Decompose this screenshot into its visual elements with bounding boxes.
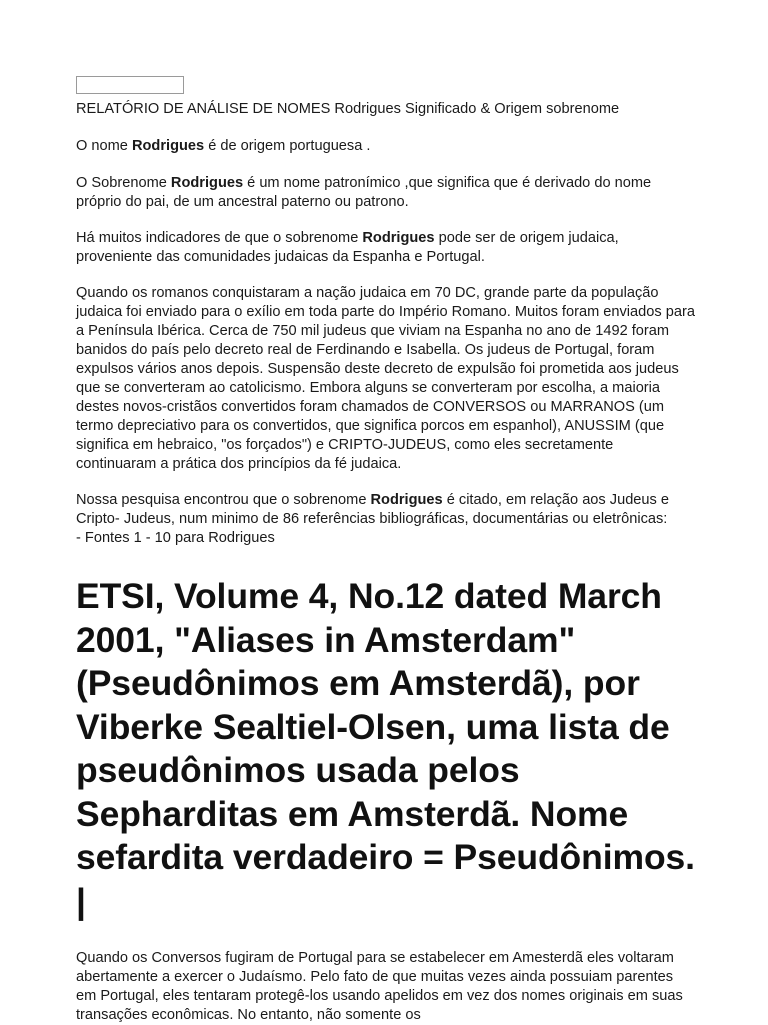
patronymic-prefix: O Sobrenome — [76, 175, 171, 191]
indicators-paragraph — [76, 229, 696, 267]
history-paragraph: Quando os romanos conquistaram a nação judaica em 70 DC, grande parte da população judaica foi enviado para o exílio em toda parte do Império Romano. Muitos foram enviados para a Península Ibérica. Cerca de 750 mil judeus que viviam na Espanha no ano de 1492 foram banidos do país pelo decreto real de Ferdinando e Isabella. Os judeus de Portugal, foram expulsos vários anos depois. Suspensão deste decreto de expulsão foi prometida aos judeus que se converteram ao catolicismo. Embora alguns se converteram por escolha, a maioria destes novos-cristãos convertidos foram chamados de CONVERSOS ou MARRANOS (um termo depreciativo para os convertidos, que significa porcos em espanhol), ANUSSIM (que significa em hebraico, "os forçados") e CRIPTO-JUDEUS, como eles secretamente continuaram a prática dos princípios da fé judaica. — [76, 285, 695, 472]
origin-prefix: O nome — [76, 138, 132, 154]
research-paragraph — [76, 491, 696, 548]
report-title: RELATÓRIO DE ANÁLISE DE NOMES Rodrigues Significado & Origem sobrenome — [76, 101, 620, 117]
indicators-suffix: pode ser de origem judaica, proveniente das comunidades judaicas da Espanha e Portugal. — [76, 230, 619, 265]
origin-suffix: é de origem portuguesa . — [204, 138, 371, 154]
body-paragraph: Quando os Conversos fugiram de Portugal para se estabelecer em Amesterdã eles voltaram abertamente a exercer o Judaísmo. Pelo fato de que muitas vezes ainda possuiam parentes em Portugal, eles tentaram protegê-los usando apelidos em vez dos nomes originais em suas transações econômicas. No entanto, não somente os — [76, 950, 683, 1023]
surname-bold: Rodrigues — [362, 230, 435, 246]
indicators-prefix: Há muitos indicadores de que o sobrenome — [76, 230, 363, 246]
research-prefix: Nossa pesquisa encontrou que o sobrenome — [76, 492, 371, 508]
origin-paragraph — [76, 137, 696, 156]
surname-bold: Rodrigues — [131, 138, 205, 154]
patronymic-suffix: é um nome patronímico ,que significa que é derivado do nome próprio do pai, de um ancestral paterno ou patrono. — [76, 175, 652, 210]
surname-bold: Rodrigues — [370, 492, 443, 508]
research-suffix: é citado, em relação aos Judeus e Cripto- Judeus, num minimo de 86 referências bibliográficas, documentárias ou eletrônicas: — [76, 492, 670, 527]
patronymic-paragraph — [76, 174, 696, 212]
document-page — [76, 76, 696, 1025]
sources-line: - Fontes 1 - 10 para Rodrigues — [76, 530, 275, 546]
source-heading: ETSI, Volume 4, No.12 dated March 2001, "Aliases in Amsterdam" (Pseudônimos em Amsterdã), por Viberke Sealtiel-Olsen, uma lista de pseudônimos usada pelos Sepharditas em Amsterdã. Nome sefardita verdadeiro = Pseudônimos. | — [76, 576, 695, 921]
surname-bold: Rodrigues — [170, 175, 244, 191]
empty-box — [76, 76, 184, 94]
